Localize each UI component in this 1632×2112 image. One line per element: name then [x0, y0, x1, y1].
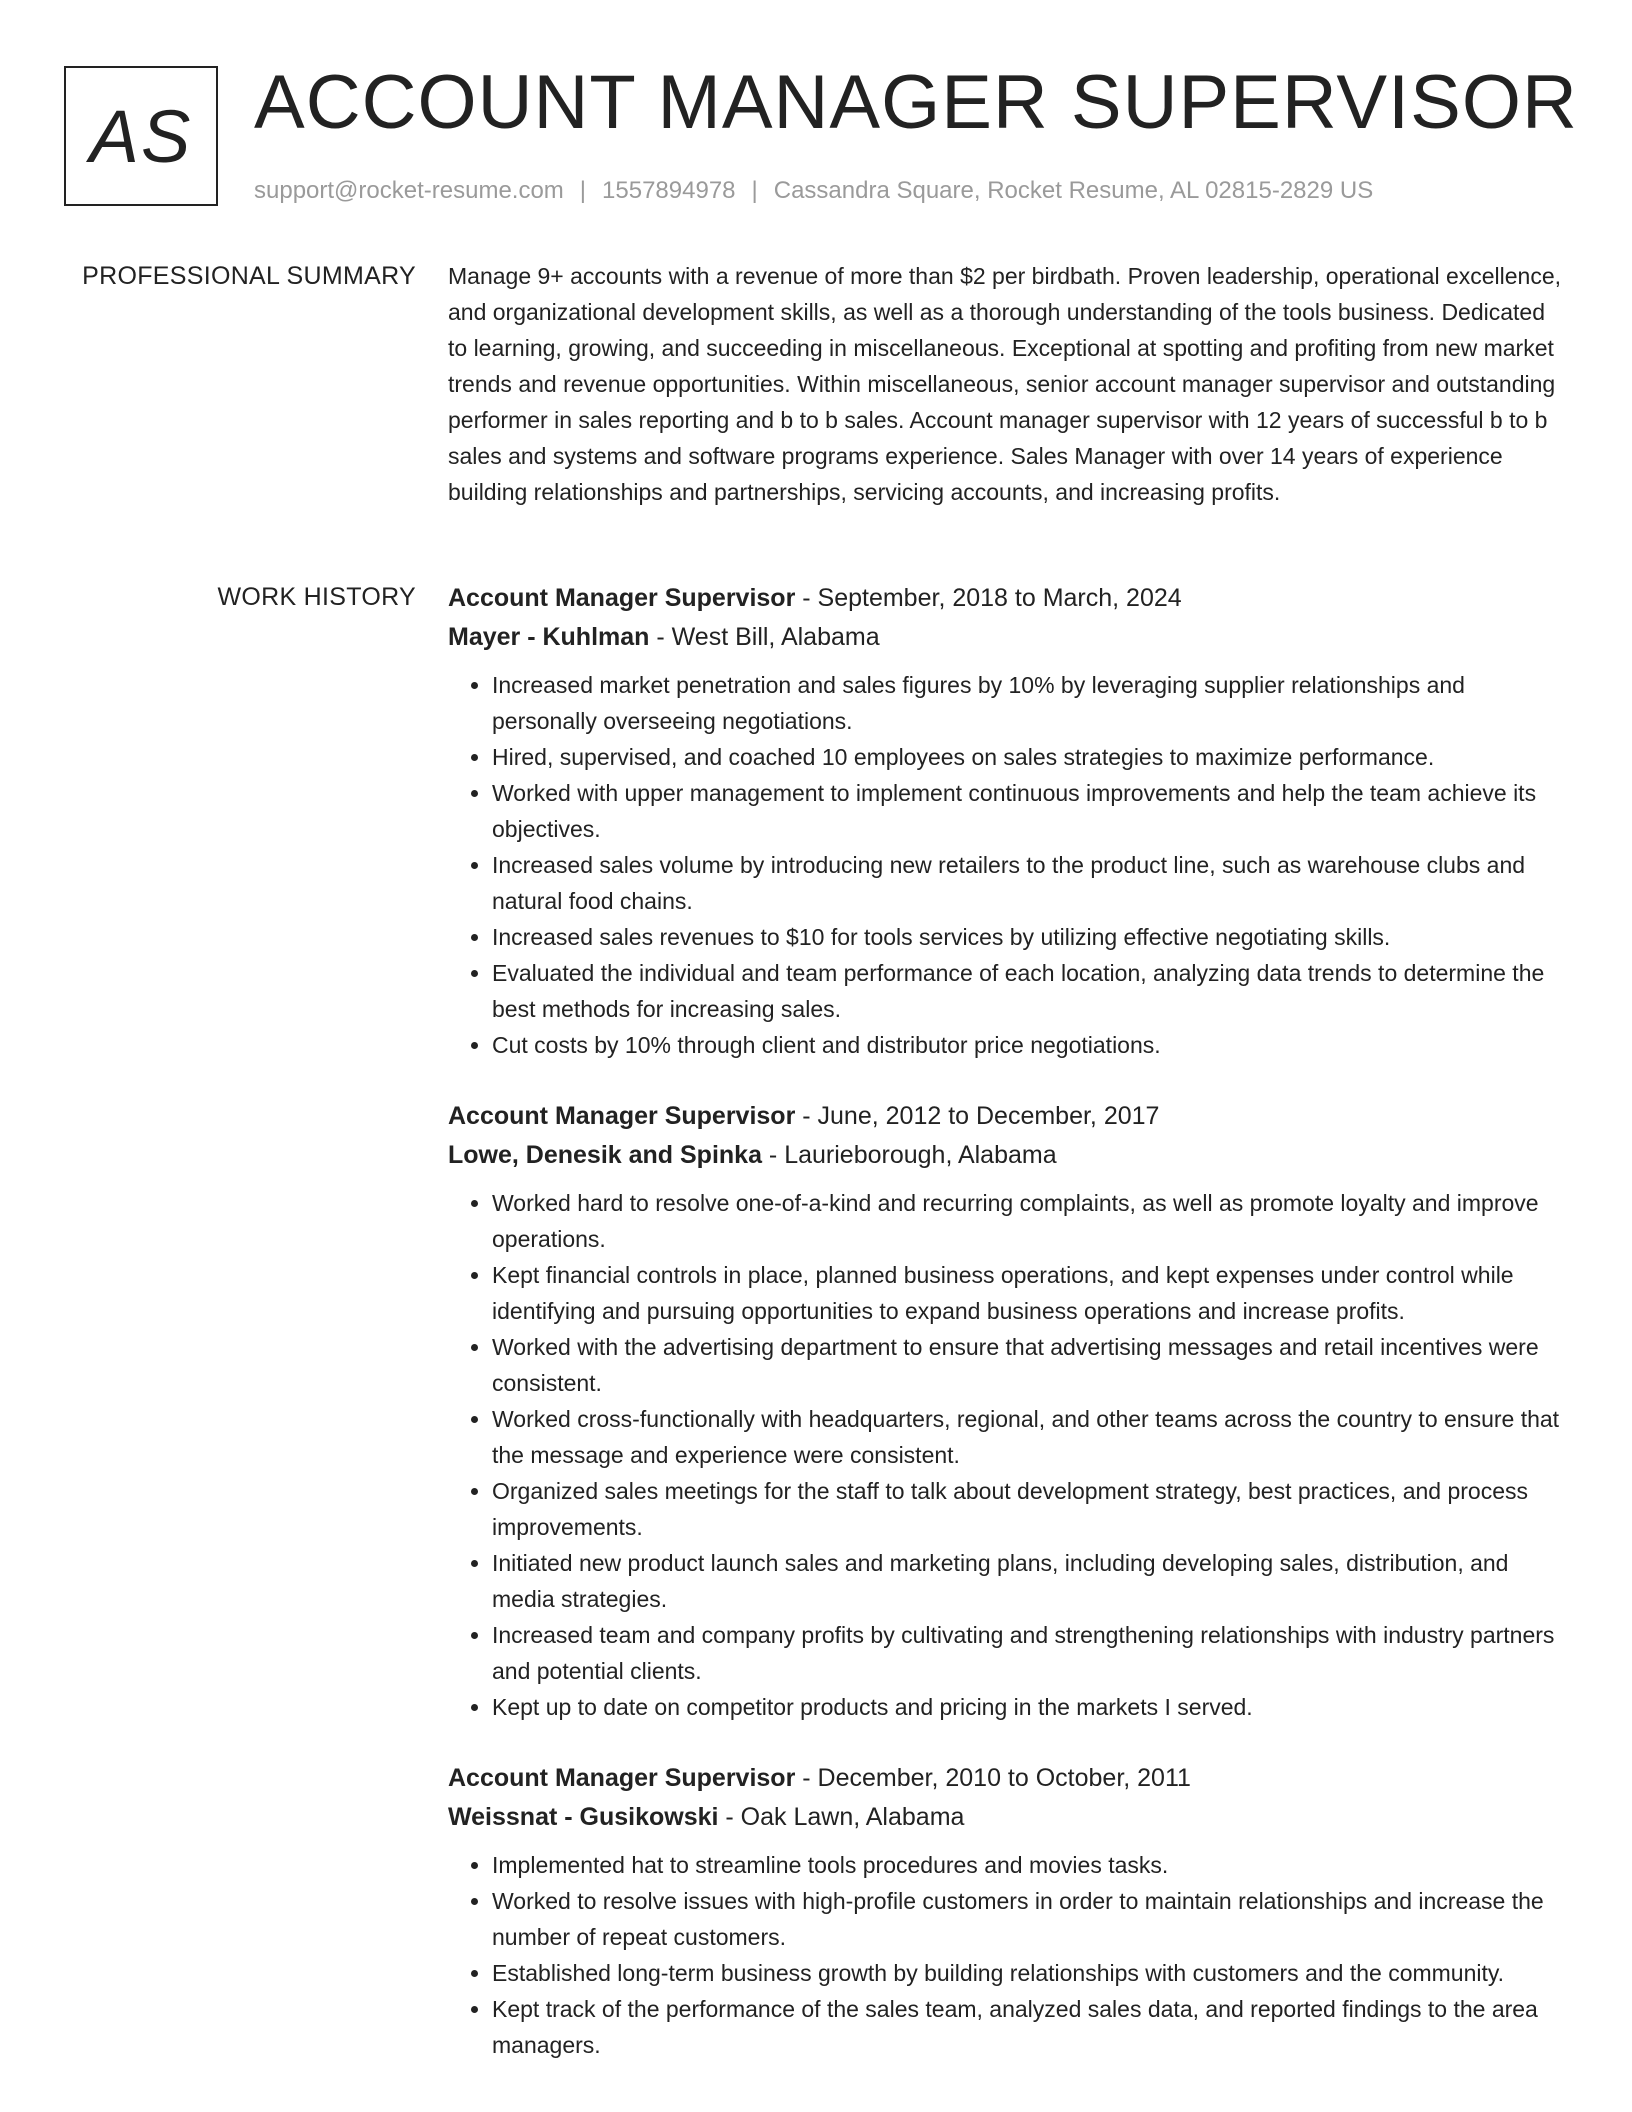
- job-bullet: • Kept up to date on competitor products and pricing in the markets I served.: [492, 1689, 1570, 1725]
- job-company-line: [448, 1136, 1570, 1175]
- initials-monogram: [64, 66, 218, 206]
- job-entry: [448, 579, 1570, 1063]
- job-bullet: • Increased sales revenues to $10 for tools services by utilizing effective negotiating skills.: [492, 919, 1570, 955]
- job-title-line: [448, 1759, 1570, 1798]
- job-bullet: • Evaluated the individual and team performance of each location, analyzing data trends to determine the best methods for increasing sales.: [492, 955, 1570, 1027]
- job-bullet-list: [448, 1847, 1570, 2063]
- job-bullet: • Kept financial controls in place, planned business operations, and kept expenses under control while identifying and pursuing opportunities to expand business operations and increase profits.: [492, 1257, 1570, 1329]
- job-location: - Oak Lawn, Alabama: [718, 1803, 965, 1831]
- job-bullet: • Kept track of the performance of the sales team, analyzed sales data, and reported findings to the area managers.: [492, 1991, 1570, 2063]
- job-company-line: [448, 1798, 1570, 1837]
- job-bullet: • Established long-term business growth by building relationships with customers and the community.: [492, 1955, 1570, 1991]
- initials-text: AS: [89, 94, 193, 178]
- job-dates: - June, 2012 to December, 2017: [795, 1102, 1160, 1130]
- summary-body: [448, 258, 1570, 510]
- job-company: Lowe, Denesik and Spinka: [448, 1141, 762, 1169]
- job-bullet: • Increased market penetration and sales figures by 10% by leveraging supplier relationships and personally overseeing negotiations.: [492, 667, 1570, 739]
- job-title: Account Manager Supervisor: [448, 1764, 796, 1792]
- contact-email: support@rocket-resume.com: [254, 177, 564, 204]
- job-location: - West Bill, Alabama: [649, 623, 880, 651]
- job-title: Account Manager Supervisor: [448, 1102, 796, 1130]
- job-bullet-list: [448, 667, 1570, 1063]
- work-history-body: [448, 579, 1570, 2097]
- job-bullet: • Increased team and company profits by cultivating and strengthening relationships with industry partners and potential clients.: [492, 1617, 1570, 1689]
- job-dates: - September, 2018 to March, 2024: [795, 584, 1182, 612]
- work-history-heading: WORK HISTORY: [217, 583, 416, 611]
- job-entry: [448, 1097, 1570, 1725]
- job-company-line: [448, 618, 1570, 657]
- summary-heading: PROFESSIONAL SUMMARY: [82, 262, 416, 290]
- job-bullet: • Hired, supervised, and coached 10 employees on sales strategies to maximize performance.: [492, 739, 1570, 775]
- job-bullet-list: [448, 1185, 1570, 1725]
- contact-separator: |: [751, 177, 758, 204]
- job-bullet: • Implemented hat to streamline tools procedures and movies tasks.: [492, 1847, 1570, 1883]
- contact-phone: 1557894978: [602, 177, 736, 204]
- job-bullet: • Worked with upper management to implement continuous improvements and help the team achieve its objectives.: [492, 775, 1570, 847]
- job-bullet: • Worked hard to resolve one-of-a-kind and recurring complaints, as well as promote loyalty and improve operations.: [492, 1185, 1570, 1257]
- job-bullet: • Cut costs by 10% through client and distributor price negotiations.: [492, 1027, 1570, 1063]
- job-location: - Laurieborough, Alabama: [761, 1141, 1057, 1169]
- job-entry: [448, 1759, 1570, 2063]
- job-bullet: • Worked cross-functionally with headquarters, regional, and other teams across the country to ensure that the message and experience were consistent.: [492, 1401, 1570, 1473]
- job-bullet: • Worked to resolve issues with high-profile customers in order to maintain relationships and increase the number of repeat customers.: [492, 1883, 1570, 1955]
- job-dates: - December, 2010 to October, 2011: [795, 1764, 1191, 1792]
- job-bullet: • Worked with the advertising department to ensure that advertising messages and retail incentives were consistent.: [492, 1329, 1570, 1401]
- job-bullet: • Increased sales volume by introducing new retailers to the product line, such as warehouse clubs and natural food chains.: [492, 847, 1570, 919]
- job-company: Mayer - Kuhlman: [448, 623, 650, 651]
- summary-text: Manage 9+ accounts with a revenue of more than $2 per birdbath. Proven leadership, operational excellence, and organizational development skills, as well as a thorough understanding of the tools business. Dedicated to learning, growing, and succeeding in miscellaneous. Exceptional at spotting and profiting from new market trends and revenue opportunities. Within miscellaneous, senior account manager supervisor and outstanding performer in sales reporting and b to b sales. Account manager supervisor with 12 years of successful b to b sales and systems and software programs experience. Sales Manager with over 14 years of experience building relationships and partnerships, servicing accounts, and increasing profits.: [448, 263, 1562, 505]
- candidate-name: ACCOUNT MANAGER SUPERVISOR: [254, 60, 1578, 145]
- job-title-line: [448, 1097, 1570, 1136]
- contact-separator: |: [579, 177, 587, 204]
- job-bullet: • Initiated new product launch sales and marketing plans, including developing sales, distribution, and media strategies.: [492, 1545, 1570, 1617]
- job-bullet: • Organized sales meetings for the staff to talk about development strategy, best practices, and process improvements.: [492, 1473, 1570, 1545]
- job-company: Weissnat - Gusikowski: [448, 1803, 719, 1831]
- contact-address: Cassandra Square, Rocket Resume, AL 02815-2829 US: [773, 177, 1374, 204]
- job-title: Account Manager Supervisor: [448, 584, 796, 612]
- contact-line: [254, 174, 1373, 208]
- job-title-line: [448, 579, 1570, 618]
